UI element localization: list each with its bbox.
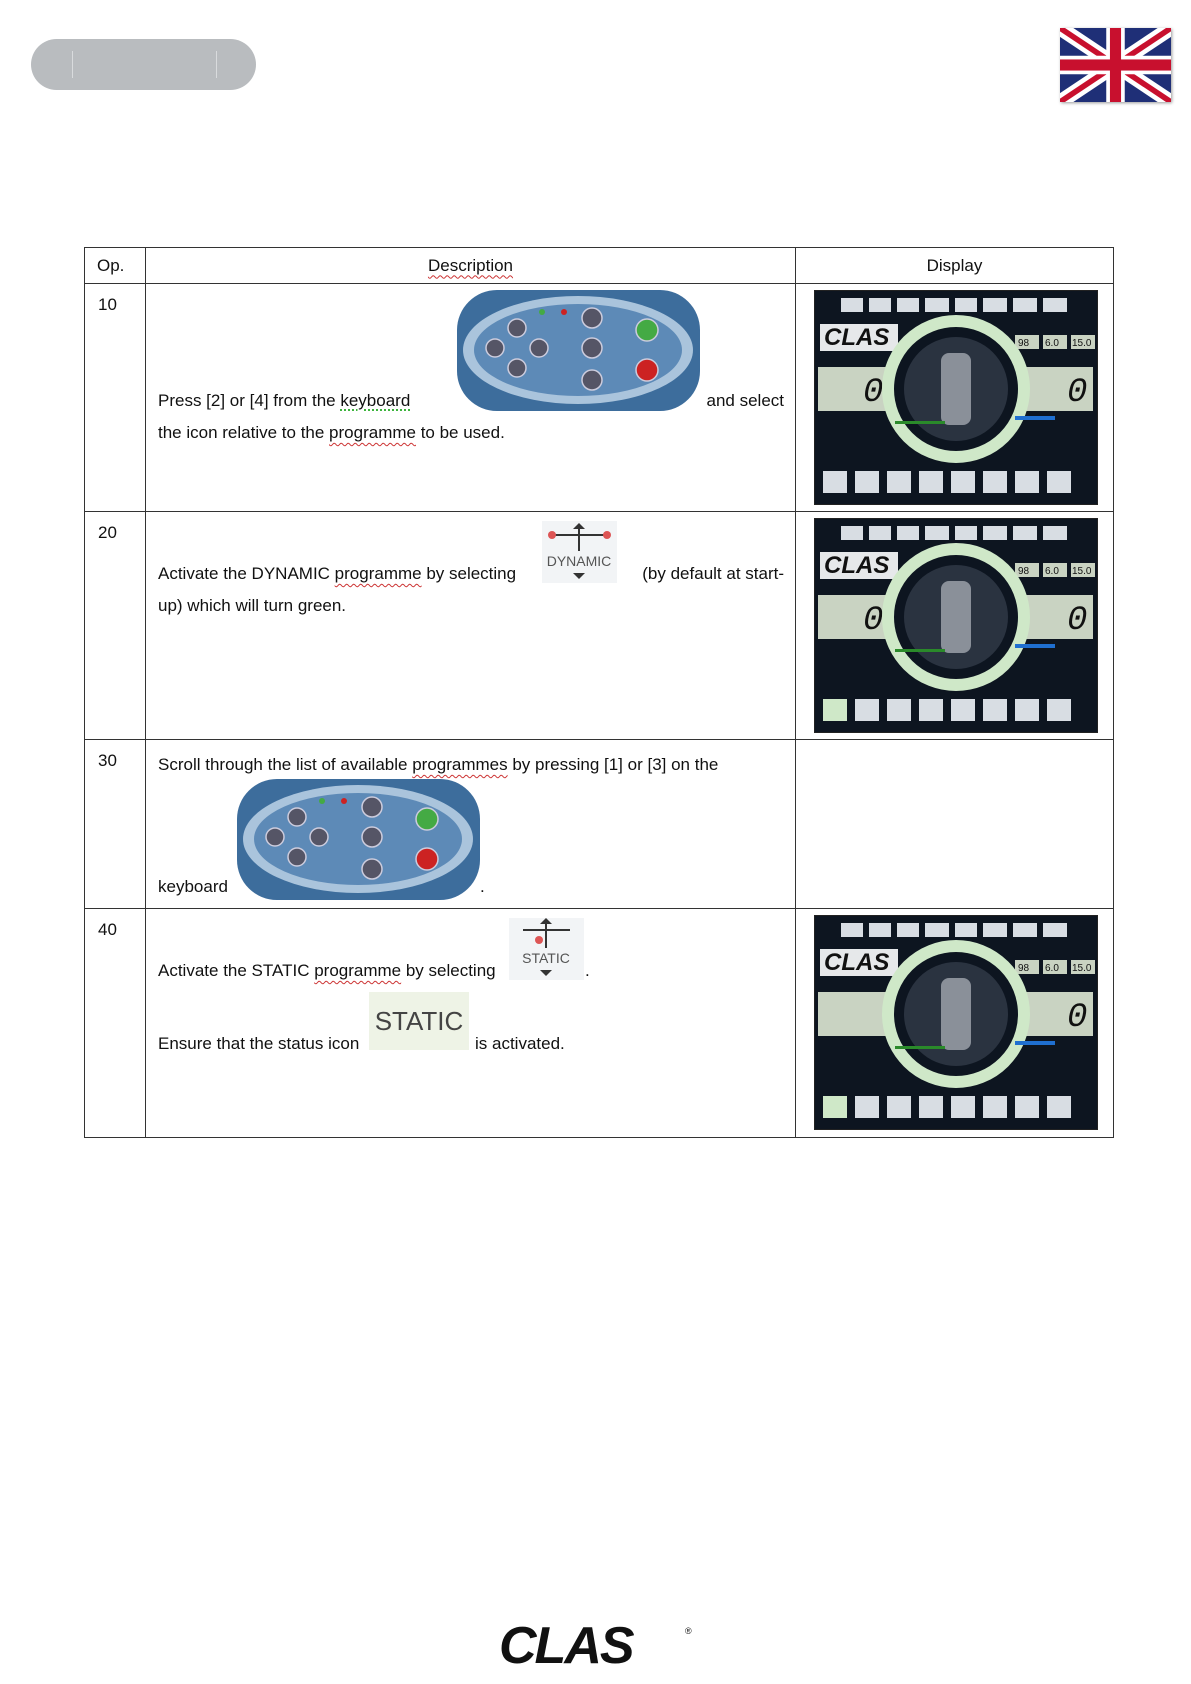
display-cell [796, 512, 1114, 740]
svg-text:15.0: 15.0 [1072, 566, 1092, 577]
svg-text:6.0: 6.0 [1045, 963, 1059, 974]
row20-text-after: (by default at start- [642, 564, 784, 583]
balancer-screen [814, 915, 1098, 1130]
balancer-screen-image [815, 291, 1097, 504]
svg-text:15.0: 15.0 [1072, 963, 1092, 974]
svg-text:98: 98 [1018, 338, 1030, 349]
keyboard-image [237, 779, 480, 900]
col-header-description: Description [146, 248, 796, 284]
row40-period: . [585, 961, 590, 980]
description-cell [146, 512, 796, 740]
description-cell [146, 909, 796, 1138]
description-cell [146, 740, 796, 909]
svg-text:0: 0 [863, 602, 884, 640]
svg-text:CLAS: CLAS [499, 1620, 633, 1670]
row40-line2a: Ensure that the status icon [158, 1034, 360, 1053]
static-status-icon: STATIC [369, 992, 469, 1050]
svg-text:98: 98 [1018, 963, 1030, 974]
display-cell-empty [796, 740, 1114, 909]
row40-line2b: is activated. [475, 1034, 565, 1053]
row30-keyboard-label: keyboard [158, 877, 228, 896]
row30-period: . [480, 877, 485, 896]
balancer-screen [814, 290, 1098, 505]
pill-divider [72, 51, 73, 78]
svg-text:0: 0 [1067, 602, 1088, 640]
op-number: 10 [85, 284, 146, 512]
balancer-screen-image [815, 519, 1097, 732]
balancer-screen [814, 518, 1098, 733]
row10-line2: the icon relative to the programme to be used. [158, 423, 505, 442]
clas-logo [497, 1620, 697, 1670]
header-pill [31, 39, 256, 90]
col-header-display: Display [796, 248, 1114, 284]
svg-text:DYNAMIC: DYNAMIC [546, 553, 612, 569]
screen-brand: CLAS [824, 324, 890, 351]
table-row [85, 740, 1114, 909]
svg-text:CLAS: CLAS [824, 949, 890, 976]
svg-text:6.0: 6.0 [1045, 566, 1059, 577]
table-row [85, 284, 1114, 512]
svg-text:98: 98 [1018, 566, 1030, 577]
op-number: 40 [85, 909, 146, 1138]
table-header-row [85, 248, 1114, 284]
row20-line1: Activate the DYNAMIC programme by selecting [158, 564, 517, 583]
row20-line2: up) which will turn green. [158, 596, 347, 615]
pill-divider [216, 51, 217, 78]
operations-table [84, 247, 1114, 1138]
svg-text:®: ® [685, 1626, 692, 1636]
dynamic-programme-icon[interactable] [542, 521, 617, 583]
uk-flag-icon [1060, 28, 1171, 102]
row40-line1: Activate the STATIC programme by selecting [158, 961, 496, 980]
display-cell [796, 909, 1114, 1138]
op-number: 20 [85, 512, 146, 740]
balancer-screen-image [815, 916, 1097, 1129]
static-programme-icon[interactable] [509, 918, 584, 980]
svg-text:0: 0 [1067, 374, 1088, 412]
svg-text:0: 0 [863, 374, 884, 412]
svg-text:6.0: 6.0 [1045, 338, 1059, 349]
row10-text-after: and select [706, 391, 784, 410]
description-cell: Press [2] or [4] from the keyboard and select the icon relative to the programme to be used. [146, 284, 796, 512]
svg-text:CLAS: CLAS [824, 552, 890, 579]
svg-text:STATIC: STATIC [522, 950, 570, 966]
col-header-op: Op. [85, 248, 146, 284]
svg-text:0: 0 [1067, 999, 1088, 1037]
op-number: 30 [85, 740, 146, 909]
table-row [85, 909, 1114, 1138]
keyboard-link-text: keyboard [340, 391, 411, 410]
svg-text:15.0: 15.0 [1072, 338, 1092, 349]
table-row [85, 512, 1114, 740]
row30-line1: Scroll through the list of available programmes by pressing [1] or [3] on the [158, 755, 719, 774]
display-cell [796, 284, 1114, 512]
